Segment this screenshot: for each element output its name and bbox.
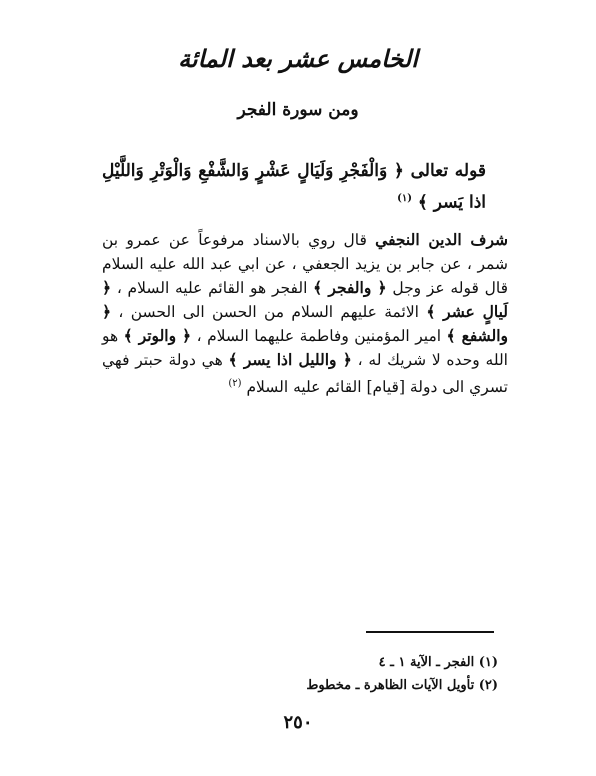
chapter-title: الخامس عشر بعد المائة (178, 44, 418, 73)
commentary-paragraph (102, 228, 508, 399)
verse-intro: قوله تعالى (410, 161, 487, 181)
commentary-author: شرف الدين النجفي (375, 230, 508, 249)
quote-layal: ﴿ لَيالٍ عشر ﴾ (102, 278, 508, 321)
footnote-divider (366, 631, 494, 633)
surah-heading: ومن سورة الفجر (237, 100, 359, 120)
gloss-watr: هو الله وحده لا شريك له ، (102, 327, 508, 369)
verse-text: ﴿ وَالْفَجْرِ وَلَيَالٍ عَشْرٍ وَالشَّفْعِ وَالْوَتْرِ وَاللَّيْلِ اذا يَسر ﴾ (102, 161, 486, 213)
footnote-2: (٢) تأويل الآيات الظاهرة ـ مخطوط (306, 678, 498, 693)
gloss-shaf: امير المؤمنين وفاطمة عليهما السلام ، (196, 327, 442, 345)
commentary-footnote-ref: (٢) (228, 378, 242, 389)
quote-watr: ﴿ والوتر ﴾ (123, 326, 192, 345)
quote-shaf: ﴿ والشفع ﴾ (102, 302, 508, 345)
verse-paragraph (102, 157, 486, 217)
gloss-layal: الائمة عليهم السلام من الحسن الى الحسن ، (118, 303, 419, 321)
gloss-fajr: الفجر هو القائم عليه السلام ، (116, 279, 308, 297)
commentary-intro: قال روي بالاسناد مرفوعاً عن عمرو بن شمر ، عن جابر بن يزيد الجعفي ، عن ابي عبد الله عليه السلام قال قوله عز وجل (102, 231, 508, 297)
verse-footnote-ref: (١) (397, 193, 412, 204)
footnote-1: (١) الفجر ـ الآية ١ ـ ٤ (378, 655, 498, 670)
quote-layl: ﴿ والليل اذا يسر ﴾ (228, 350, 352, 369)
quote-fajr: ﴿ والفجر ﴾ (313, 278, 387, 297)
page-number: ٢٥٠ (283, 712, 313, 733)
gloss-layl: هي دولة حبتر فهي تسري الى دولة [قيام] القائم عليه السلام (102, 351, 508, 397)
